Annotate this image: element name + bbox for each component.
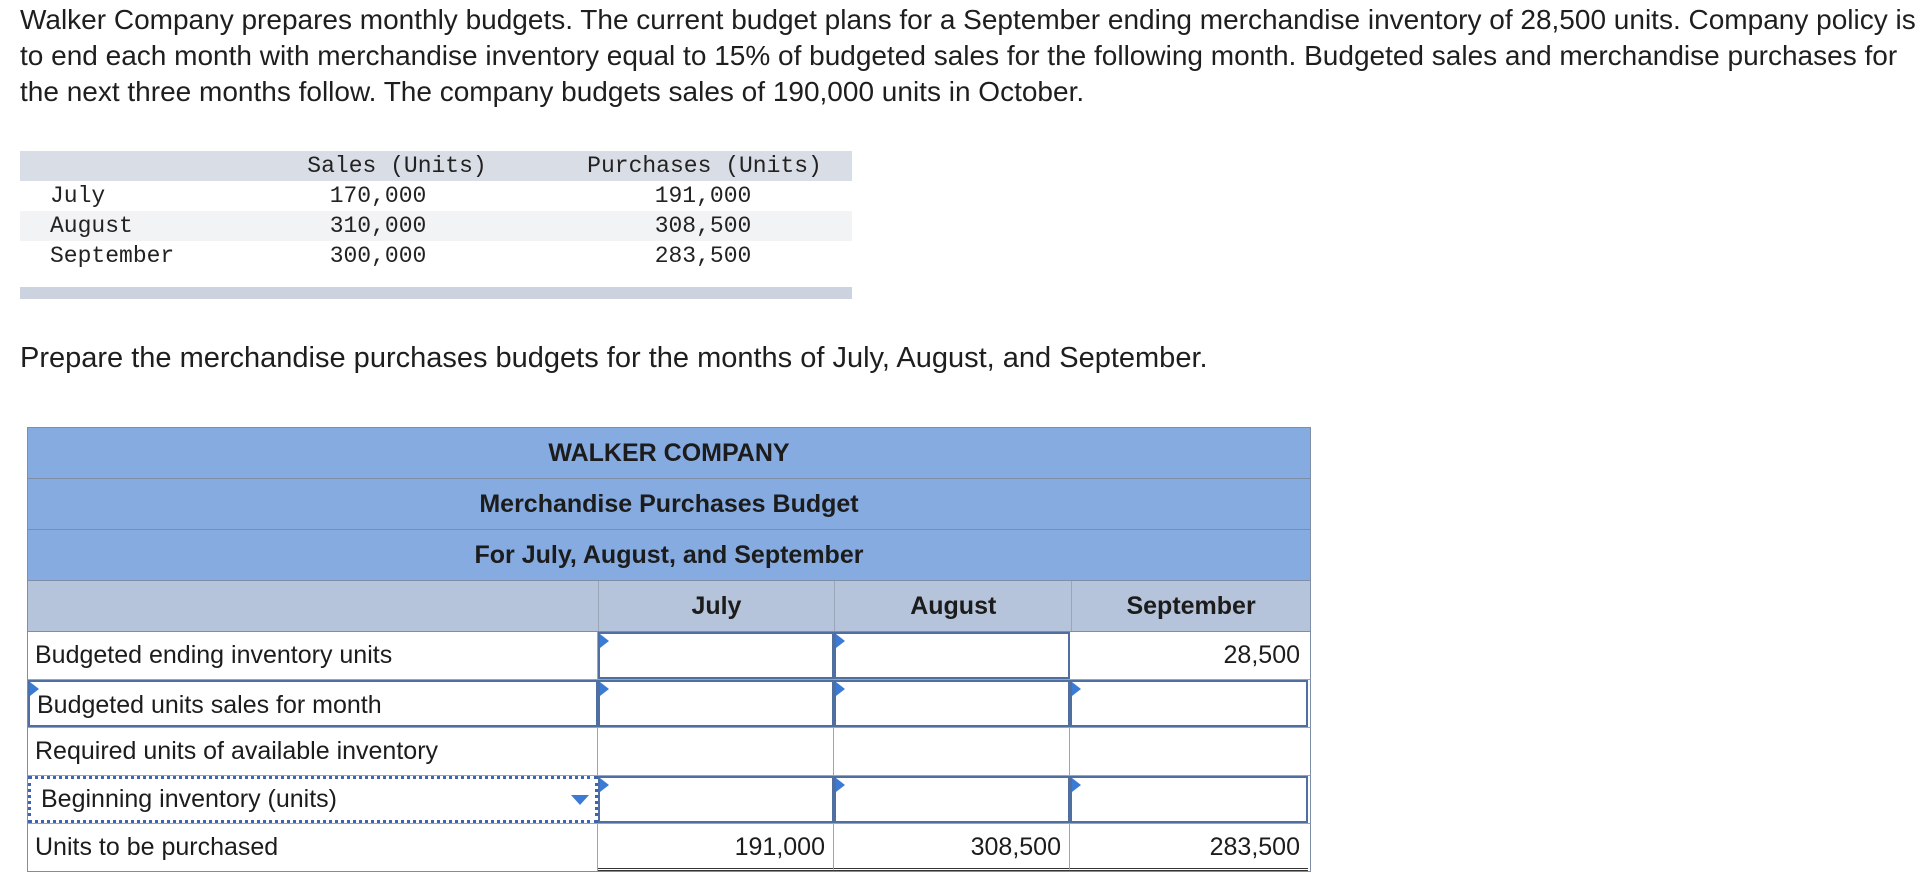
row-label-input[interactable] [28, 680, 598, 727]
august-beginning-inventory-input[interactable] [834, 776, 1070, 823]
september-units-sales-input[interactable] [1070, 680, 1308, 727]
row-ending-inventory [28, 632, 1310, 680]
sales-value: 300,000 [329, 243, 427, 269]
row-label: Units to be purchased [28, 824, 598, 871]
august-header: August [835, 581, 1072, 631]
budget-period: For July, August, and September [28, 530, 1310, 581]
month-label: August [50, 213, 133, 239]
september-beginning-inventory-input[interactable] [1070, 776, 1308, 823]
given-row-july [20, 181, 852, 211]
purchases-value: 191,000 [654, 183, 752, 209]
august-ending-inventory-input[interactable] [834, 632, 1070, 679]
row-label-text: Budgeted units sales for month [37, 691, 382, 719]
september-ending-inventory-value: 28,500 [1223, 641, 1300, 669]
beginning-inventory-dropdown[interactable] [28, 776, 598, 823]
company-name: WALKER COMPANY [28, 428, 1310, 479]
row-label: Budgeted ending inventory units [28, 632, 598, 679]
table-footer-bar [20, 287, 852, 299]
august-units-purchased: 308,500 [834, 824, 1070, 871]
month-label: July [50, 183, 106, 209]
july-header: July [599, 581, 836, 631]
purchases-units-header: Purchases (Units) [587, 153, 822, 179]
july-beginning-inventory-input[interactable] [598, 776, 834, 823]
purchases-value: 283,500 [654, 243, 752, 269]
july-ending-inventory-input[interactable] [598, 632, 834, 679]
july-units-sales-input[interactable] [598, 680, 834, 727]
row-required-units [28, 728, 1310, 776]
dropdown-selected-label: Beginning inventory (units) [41, 785, 337, 813]
september-required-units [1070, 728, 1308, 775]
july-units-purchased: 191,000 [598, 824, 834, 871]
label-column-header [28, 581, 599, 631]
september-units-purchased: 283,500 [1070, 824, 1308, 871]
instruction-text: Prepare the merchandise purchases budgets for the months of July, August, and September. [20, 342, 1208, 374]
purchases-value: 308,500 [654, 213, 752, 239]
august-required-units [834, 728, 1070, 775]
sales-units-header: Sales (Units) [307, 153, 487, 179]
row-units-sales [28, 680, 1310, 728]
row-label: Required units of available inventory [28, 728, 598, 775]
given-row-september [20, 241, 852, 271]
input-flag-icon [30, 682, 39, 696]
row-beginning-inventory [28, 776, 1310, 824]
row-units-purchased [28, 824, 1310, 871]
august-units-sales-input[interactable] [834, 680, 1070, 727]
budget-title: Merchandise Purchases Budget [28, 479, 1310, 530]
september-header: September [1126, 592, 1256, 620]
given-data-table [20, 151, 852, 299]
month-label: September [50, 243, 175, 269]
month-header-row [28, 581, 1310, 632]
given-table-header [20, 151, 852, 181]
chevron-down-icon[interactable] [571, 795, 589, 805]
sales-value: 310,000 [329, 213, 427, 239]
sales-value: 170,000 [329, 183, 427, 209]
merchandise-purchases-budget [27, 427, 1311, 872]
problem-description: Walker Company prepares monthly budgets. The current budget plans for a September ending merchandise inventory of 28,500 units. Company policy is to end each month with merchandise inventory equal to 15% of budgeted sales for the following month. Budgeted sales and merchandise purchases for the next three months follow. The company budgets sales of 190,000 units in October. [20, 4, 1916, 107]
given-row-august [20, 211, 852, 241]
july-required-units [598, 728, 834, 775]
